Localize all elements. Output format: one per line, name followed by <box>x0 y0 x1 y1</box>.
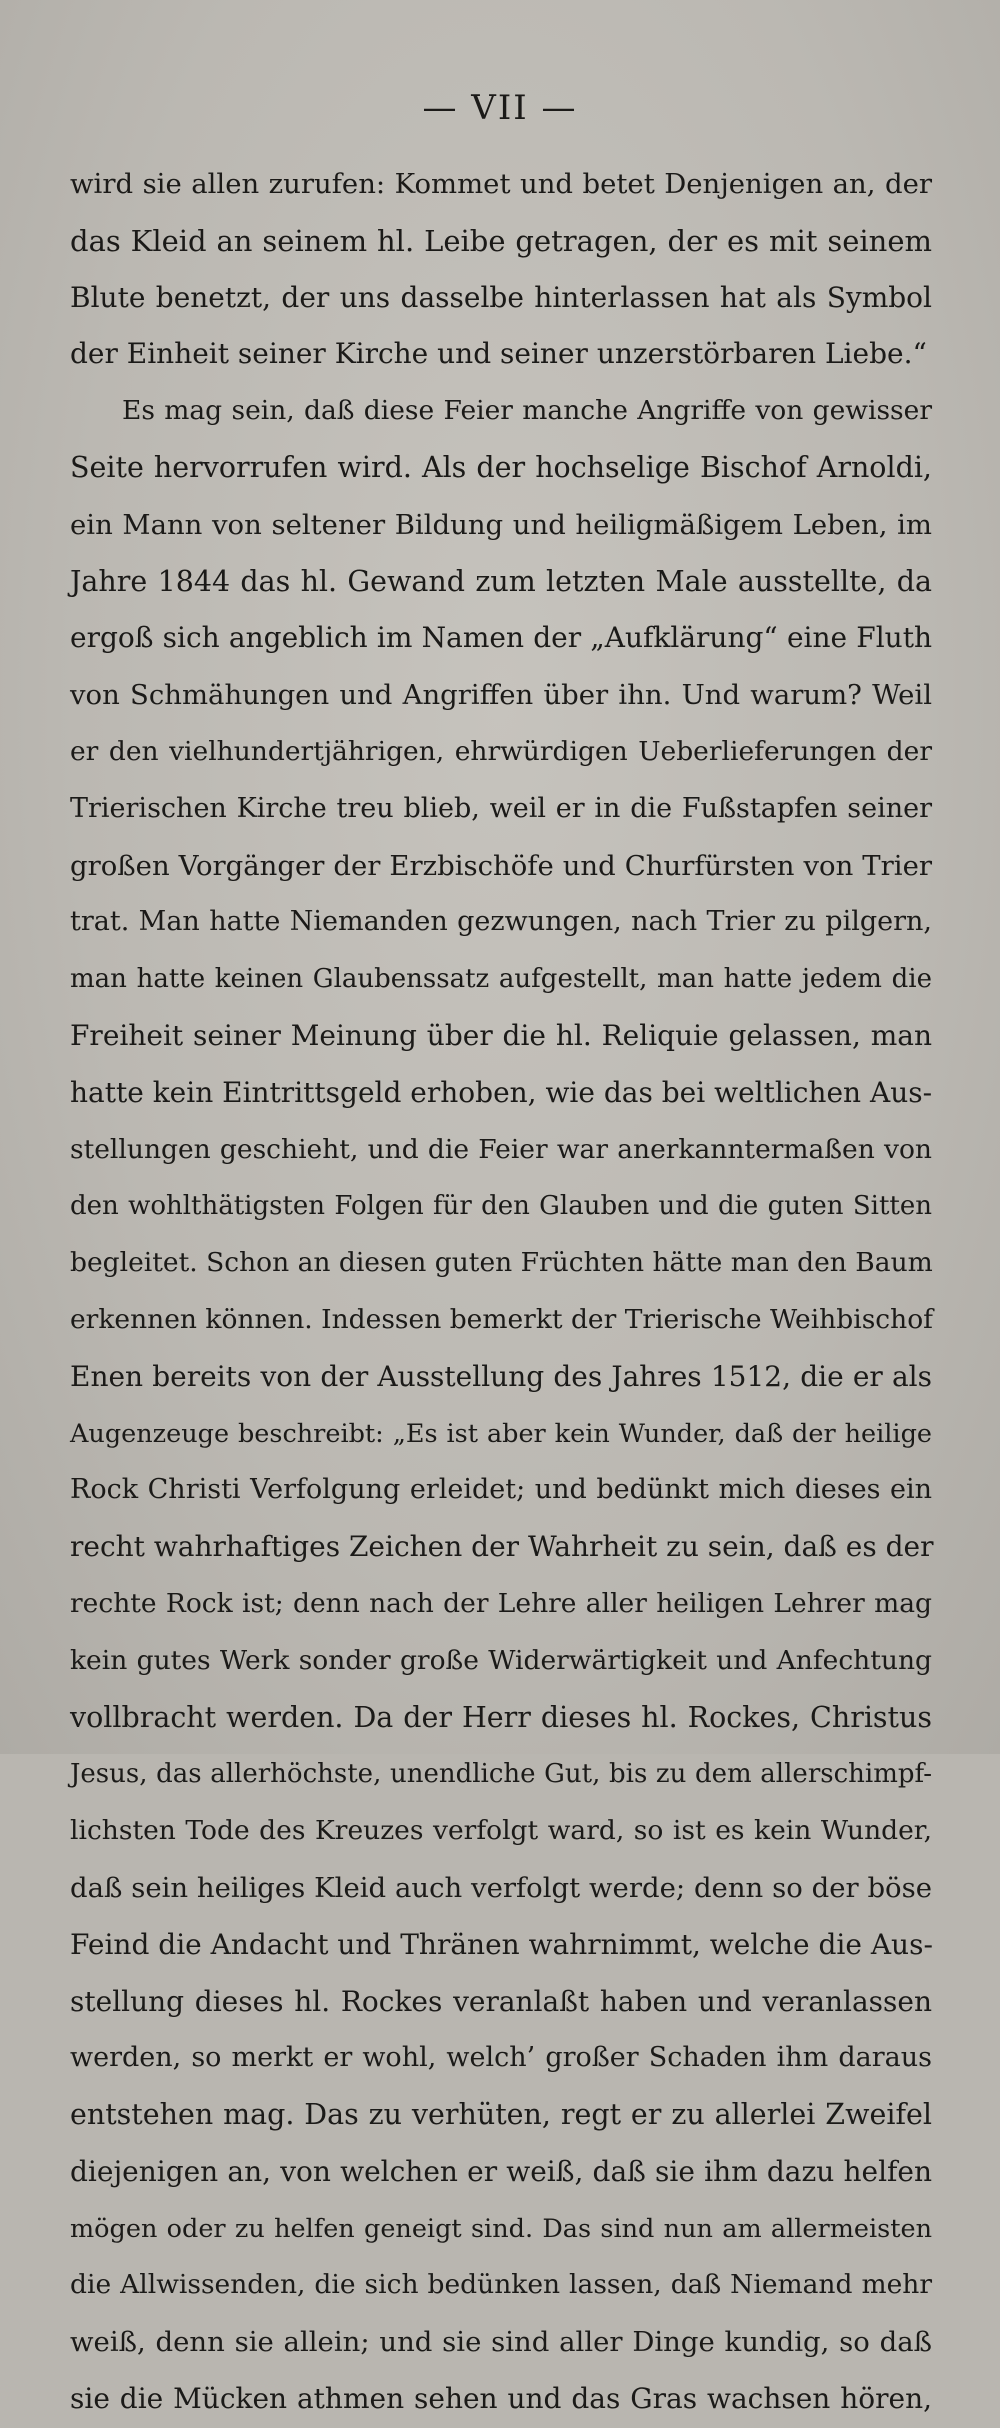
text-line: sie die Mücken athmen sehen und das Gras wachsen hören, <box>70 2382 932 2416</box>
text-line: Jahre 1844 das hl. Gewand zum letzten Male ausstellte, da <box>70 564 932 598</box>
page-number: — VII — <box>422 88 578 128</box>
text-line: weiß, denn sie allein; und sie sind aller Dinge kundig, so daß <box>70 2326 932 2359</box>
text-line: rechte Rock ist; denn nach der Lehre aller heiligen Lehrer mag <box>70 1587 932 1619</box>
text-line: Feind die Andacht und Thränen wahrnimmt, welche die Aus- <box>70 1927 933 1961</box>
text-line: Rock Christi Verfolgung erleidet; und bedünkt mich dieses ein <box>70 1474 932 1506</box>
text-line: kein gutes Werk sonder große Widerwärtigkeit und Anfechtung <box>70 1644 932 1676</box>
text-line: man hatte keinen Glaubenssatz aufgestellt, man hatte jedem die <box>70 964 932 995</box>
text-line: entstehen mag. Das zu verhüten, regt er zu allerlei Zweifel <box>70 2098 932 2132</box>
text-line: der Einheit seiner Kirche und seiner unzerstörbaren Liebe.“ <box>70 337 927 371</box>
text-line: lichsten Tode des Kreuzes verfolgt ward, so ist es kein Wunder, <box>70 1815 932 1847</box>
text-line: Freiheit seiner Meinung über die hl. Reliquie gelassen, man <box>70 1018 932 1052</box>
text-line: von Schmähungen und Angriffen über ihn. Und warum? Weil <box>70 679 932 712</box>
text-line: werden, so merkt er wohl, welch’ großer Schaden ihm daraus <box>70 2042 932 2074</box>
text-line: daß sein heiliges Kleid auch verfolgt werde; denn so der böse <box>70 1871 932 1904</box>
text-line: Trierischen Kirche treu blieb, weil er in die Fußstapfen seiner <box>70 792 932 824</box>
text-line: die Allwissenden, die sich bedünken lassen, daß Niemand mehr <box>70 2269 932 2301</box>
text-line: vollbracht werden. Da der Herr dieses hl. Rockes, Christus <box>70 1700 932 1734</box>
text-line: Seite hervorrufen wird. Als der hochselige Bischof Arnoldi, <box>70 450 932 484</box>
text-line: diejenigen an, von welchen er weiß, daß sie ihm dazu helfen <box>70 2154 932 2188</box>
text-line: wird sie allen zurufen: Kommet und betet Denjenigen an, der <box>70 168 932 200</box>
text-line: das Kleid an seinem hl. Leibe getragen, der es mit seinem <box>70 223 932 258</box>
text-line: mögen oder zu helfen geneigt sind. Das sind nun am allermeisten <box>70 2213 932 2244</box>
text-line: ein Mann von seltener Bildung und heiligmäßigem Leben, im <box>70 508 932 541</box>
body-text <box>70 156 932 2428</box>
text-line: er den vielhundertjährigen, ehrwürdigen Ueberlieferungen der <box>70 735 932 767</box>
text-line: trat. Man hatte Niemanden gezwungen, nach Trier zu pilgern, <box>70 906 932 938</box>
text-line: erkennen können. Indessen bemerkt der Trierische Weihbischof <box>70 1303 933 1335</box>
text-line: recht wahrhaftiges Zeichen der Wahrheit zu sein, daß es der <box>70 1530 934 1564</box>
text-line: begleitet. Schon an diesen guten Früchten hätte man den Baum <box>70 1247 933 1279</box>
text-line: stellungen geschieht, und die Feier war anerkanntermaßen von <box>70 1133 932 1165</box>
text-line: den wohlthätigsten Folgen für den Glauben und die guten Sitten <box>70 1191 932 1222</box>
text-line: stellung dieses hl. Rockes veranlaßt haben und veranlassen <box>70 1984 932 2018</box>
text-line: Enen bereits von der Ausstellung des Jahres 1512, die er als <box>70 1359 932 1393</box>
text-line: Augenzeuge beschreibt: „Es ist aber kein Wunder, daß der heilige <box>70 1418 932 1449</box>
text-line: großen Vorgänger der Erzbischöfe und Churfürsten von Trier <box>70 849 932 882</box>
text-line: hatte kein Eintrittsgeld erhoben, wie das bei weltlichen Aus- <box>70 1075 933 1109</box>
text-line: Blute benetzt, der uns dasselbe hinterlassen hat als Symbol <box>70 280 932 314</box>
text-line: Es mag sein, daß diese Feier manche Angriffe von gewisser <box>122 395 932 427</box>
text-line: ergoß sich angeblich im Namen der „Aufklärung“ eine Fluth <box>70 621 932 655</box>
text-line: Jesus, das allerhöchste, unendliche Gut, bis zu dem allerschimpf- <box>70 1759 932 1790</box>
